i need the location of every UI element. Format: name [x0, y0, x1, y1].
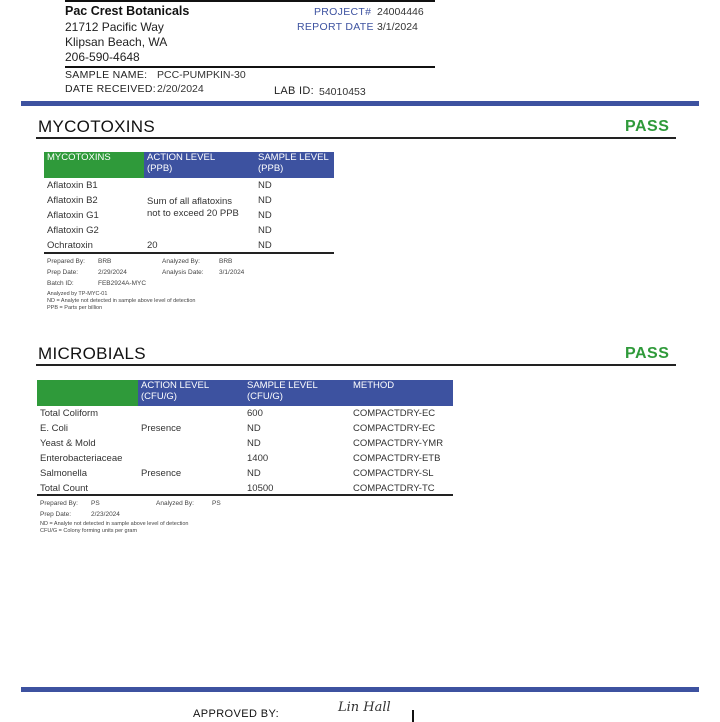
micro-col-method: METHOD: [350, 380, 453, 406]
phone: 206-590-4648: [65, 50, 140, 64]
mycotoxins-table: [44, 152, 334, 253]
micro-col-action: ACTION LEVEL (CFU/G): [138, 380, 244, 406]
footer-divider-bar: [21, 687, 699, 692]
table-row: [37, 436, 453, 451]
table-row: [37, 406, 453, 421]
myco-batch-label: Batch ID:: [47, 280, 74, 287]
microbials-pass-badge: PASS: [625, 345, 670, 362]
header-mid-rule: [65, 66, 435, 68]
address-line2: Klipsan Beach, WA: [65, 35, 168, 49]
date-received-label: DATE RECEIVED:: [65, 83, 156, 95]
microbials-title: MICROBIALS: [38, 344, 146, 363]
myco-batch-id: FEB2924A-MYC: [98, 280, 147, 287]
action-level: Sum of all aflatoxins not to exceed 20 PPB: [147, 196, 239, 219]
sample-level: ND: [247, 468, 261, 479]
analyte-name: Aflatoxin B2: [47, 195, 98, 206]
method: COMPACTDRY-TC: [353, 483, 435, 494]
microbials-table-bottom-rule: [37, 494, 453, 496]
micro-analyzed-by: PS: [212, 500, 221, 507]
action-level: 20: [147, 240, 158, 251]
mycotoxins-section-rule: [36, 137, 676, 139]
method: COMPACTDRY-EC: [353, 423, 436, 434]
report-date-value: 3/1/2024: [377, 21, 418, 33]
myco-analysis-date-label: Analysis Date:: [162, 269, 204, 276]
myco-note-method: Analyzed by TP-MYC-01: [47, 291, 108, 297]
approved-by-label: APPROVED BY:: [193, 708, 280, 720]
table-row: [44, 223, 334, 238]
lab-id-label: LAB ID:: [274, 85, 315, 97]
table-row: [44, 178, 334, 193]
micro-analyzed-by-label: Analyzed By:: [156, 500, 194, 507]
sample-level: ND: [258, 225, 272, 236]
header-divider-bar: [21, 101, 699, 106]
myco-col-action: ACTION LEVEL (PPB): [144, 152, 255, 178]
project-value: 24004446: [377, 6, 424, 18]
myco-analyzed-by: BRB: [219, 258, 233, 265]
mycotoxins-pass-badge: PASS: [625, 118, 670, 135]
analyte-name: Yeast & Mold: [40, 438, 96, 449]
analyte-name: Aflatoxin B1: [47, 180, 98, 191]
method: COMPACTDRY-EC: [353, 408, 436, 419]
approver-signature: Lin Hall: [338, 700, 391, 715]
table-row: [44, 193, 334, 208]
microbials-section-rule: [36, 364, 676, 366]
mycotoxins-table-bottom-rule: [44, 252, 334, 254]
analyte-name: Aflatoxin G1: [47, 210, 99, 221]
method: COMPACTDRY-YMR: [353, 438, 444, 449]
analyte-name: Total Count: [40, 483, 89, 494]
sample-level: ND: [258, 210, 272, 221]
date-received-value: 2/20/2024: [157, 83, 204, 95]
myco-prep-date: 2/29/2024: [98, 269, 127, 276]
micro-prep-date-label: Prep Date:: [40, 511, 72, 518]
project-label: PROJECT#: [314, 6, 372, 18]
micro-note-nd: ND = Analyte not detected in sample above level of detection: [40, 521, 189, 527]
sample-level: 10500: [247, 483, 274, 494]
myco-prep-date-label: Prep Date:: [47, 269, 79, 276]
sample-level: 600: [247, 408, 263, 419]
sample-level: 1400: [247, 453, 269, 464]
analyte-name: Salmonella: [40, 468, 87, 479]
micro-col-analyte: [37, 380, 138, 406]
table-row: [37, 451, 453, 466]
action-level: [144, 178, 255, 193]
action-level: Presence: [141, 468, 182, 479]
sample-level: ND: [247, 423, 261, 434]
action-level: [138, 406, 244, 421]
analyte-name: Enterobacteriaceae: [40, 453, 123, 464]
myco-note-nd: ND = Analyte not detected in sample above level of detection: [47, 298, 196, 304]
report-date-label: REPORT DATE: [297, 21, 374, 33]
sample-level: ND: [258, 195, 272, 206]
table-row: [37, 466, 453, 481]
header-top-rule: [65, 0, 435, 2]
analyte-name: Aflatoxin G2: [47, 225, 99, 236]
action-level: [138, 436, 244, 451]
analyte-name: Total Coliform: [40, 408, 99, 419]
micro-prep-date: 2/23/2024: [91, 511, 120, 518]
myco-col-analyte: MYCOTOXINS: [44, 152, 144, 178]
myco-col-sample: SAMPLE LEVEL (PPB): [255, 152, 334, 178]
method: COMPACTDRY-ETB: [353, 453, 441, 464]
action-level: Presence: [141, 423, 182, 434]
action-level: [138, 451, 244, 466]
action-level: [144, 223, 255, 238]
micro-prepared-by: PS: [91, 500, 100, 507]
signature-divider: [412, 710, 414, 722]
mycotoxins-title: MYCOTOXINS: [38, 117, 155, 136]
analyte-name: Ochratoxin: [47, 240, 93, 251]
sample-level: ND: [247, 438, 261, 449]
method: COMPACTDRY-SL: [353, 468, 434, 479]
table-row: [37, 421, 453, 436]
micro-col-sample: SAMPLE LEVEL (CFU/G): [244, 380, 350, 406]
sample-name-value: PCC-PUMPKIN-30: [157, 69, 246, 81]
myco-analyzed-by-label: Analyzed By:: [162, 258, 200, 265]
table-row: [44, 238, 334, 253]
analyte-name: E. Coli: [40, 423, 68, 434]
sample-level: ND: [258, 180, 272, 191]
microbials-table: [37, 380, 453, 496]
micro-prepared-by-label: Prepared By:: [40, 500, 78, 507]
address-line1: 21712 Pacific Way: [65, 20, 164, 34]
micro-note-cfu: CFU/G = Colony forming units per gram: [40, 528, 138, 534]
myco-note-ppb: PPB = Parts per billion: [47, 305, 103, 311]
myco-prepared-by-label: Prepared By:: [47, 258, 85, 265]
sample-name-label: SAMPLE NAME:: [65, 69, 148, 81]
myco-prepared-by: BRB: [98, 258, 112, 265]
company-name: Pac Crest Botanicals: [65, 4, 190, 18]
sample-level: ND: [258, 240, 272, 251]
myco-analysis-date: 3/1/2024: [219, 269, 245, 276]
lab-id-value: 54010453: [319, 86, 366, 98]
